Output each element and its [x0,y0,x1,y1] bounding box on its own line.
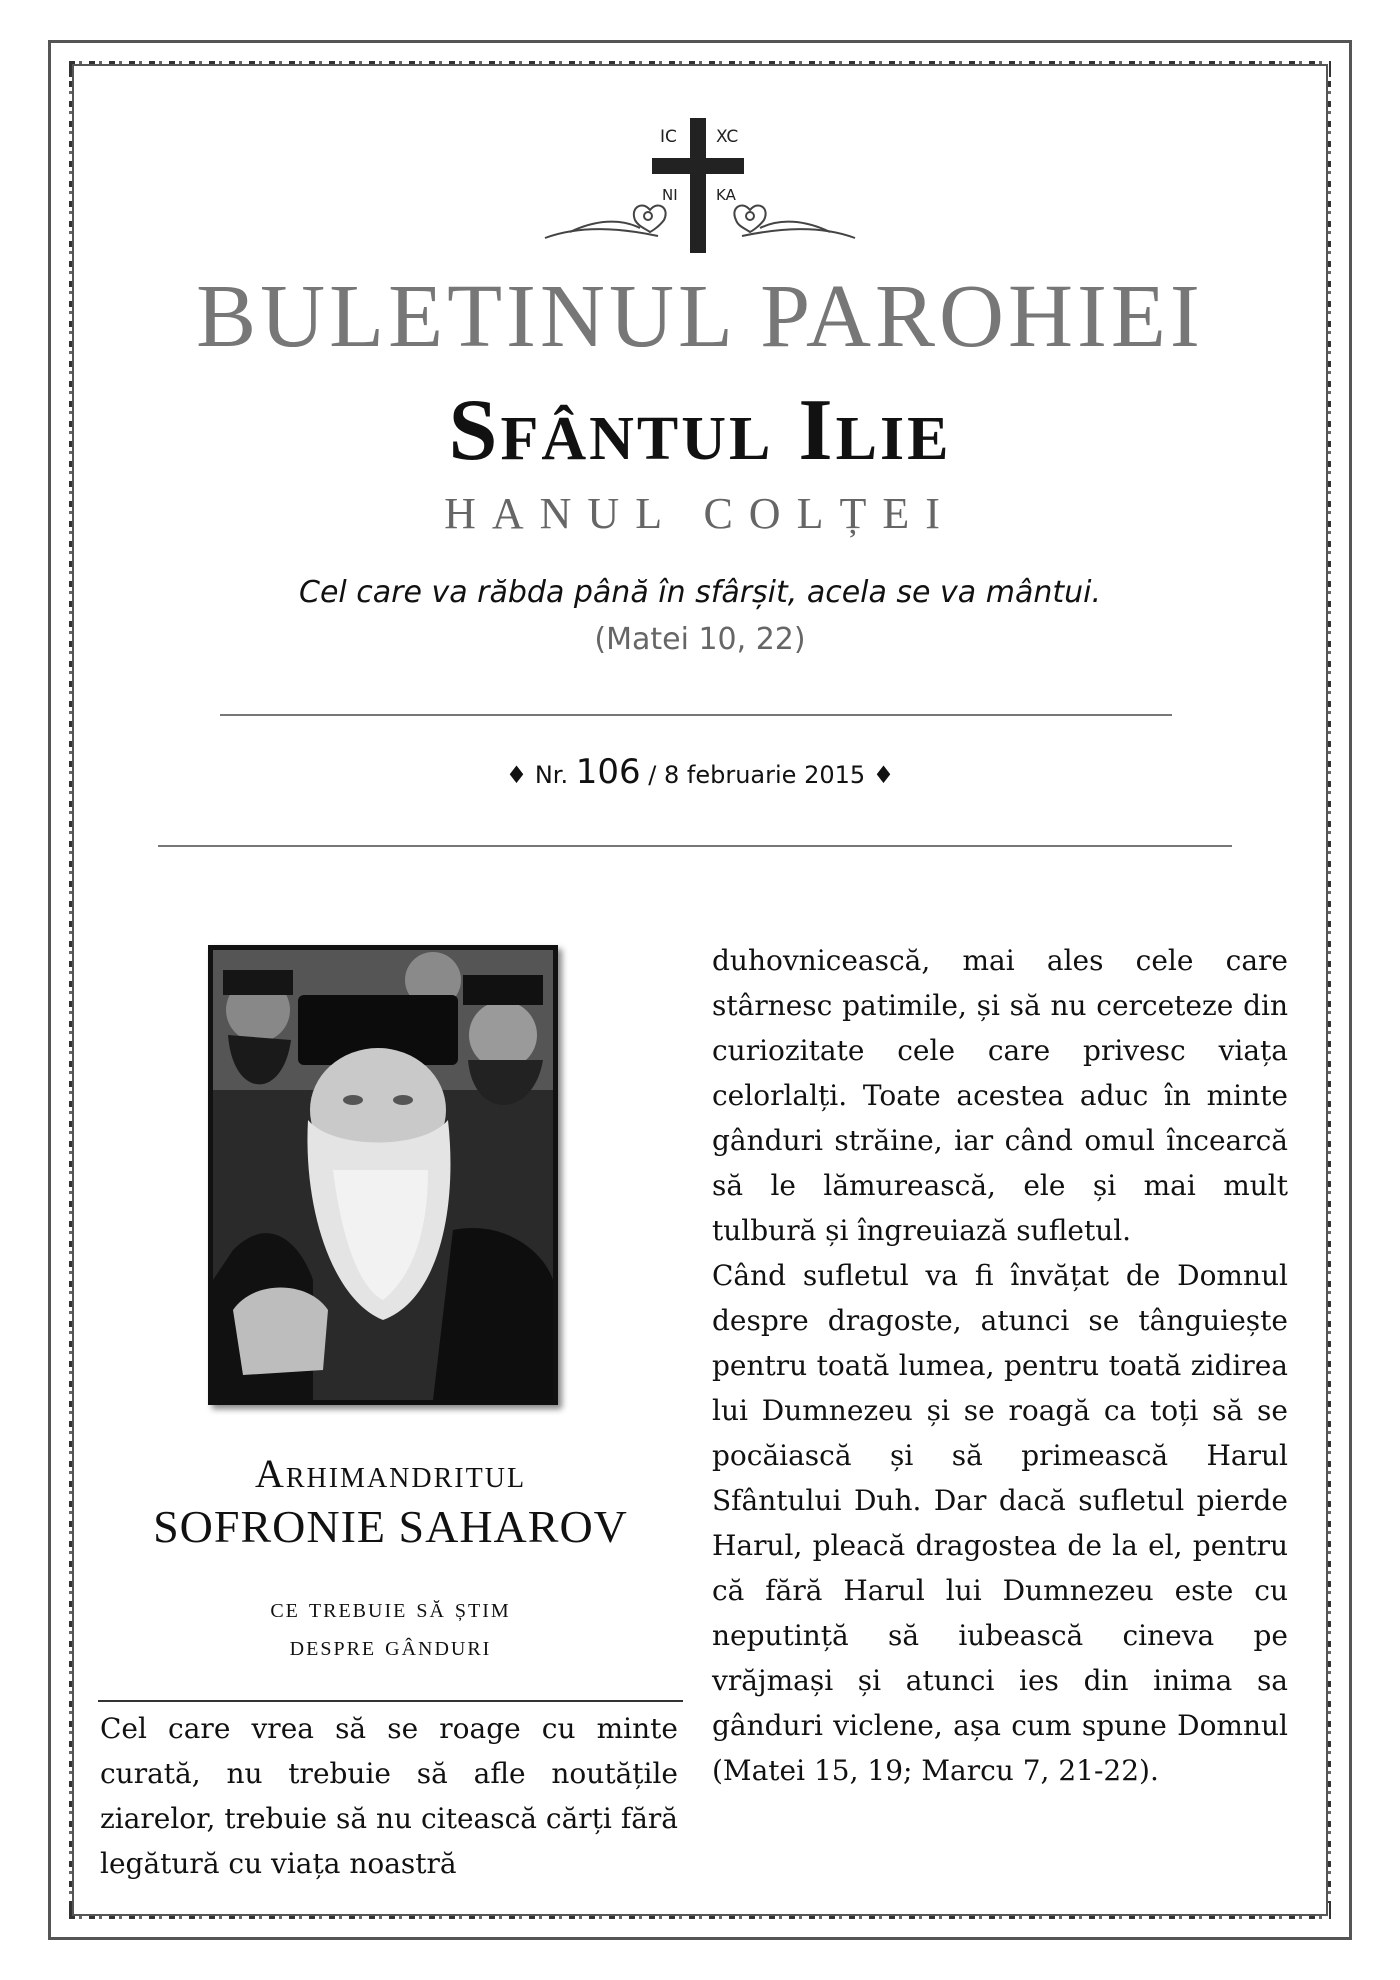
emblem-letter-ni: NI [662,186,678,204]
portrait-icon [213,950,553,1400]
divider-bottom [158,845,1232,847]
emblem-letter-xc: XC [716,127,739,147]
issue-separator: / [648,761,657,789]
bulletin-title: BULETINUL PAROHIEI [196,267,1204,366]
motto-quote: Cel care va răbda până în sfârșit, acela se va mântui. [299,575,1101,610]
article-topic [98,1590,683,1666]
cross-icon [540,100,860,260]
emblem-letter-ka: KA [716,186,736,204]
author-name: SOFRONIE SAHAROV [153,1501,628,1552]
flourish-left-icon [545,205,666,238]
parish-name: Sfântul Ilie [448,382,952,479]
portrait-photo [208,945,558,1405]
parish-location: HANUL COLȚEI [444,489,956,538]
issue-number: 106 [575,752,641,792]
article-paragraph-1: duhovnicească, mai ales cele care stârnesc patimile, și să nu cerceteze din curiozitate cele care privesc viața celorlalți. Toate acestea aduc în minte gânduri străine, iar când omul încearcă să le lămurească, ele și mai mult tulbură și îngreuiază sufletul. [712,944,1288,1247]
emblem-letter-ic: IC [660,127,677,147]
flourish-right-icon [734,205,855,238]
issue-date: 8 februarie 2015 ♦ [664,761,895,789]
author-title: Arhimandritul [254,1451,527,1496]
article-topic-line2: despre gânduri [289,1631,492,1662]
article-divider [98,1700,683,1702]
article-text-left-column: Cel care vrea să se roage cu minte curată, nu trebuie să afle noutățile ziarelor, trebuie să nu citească cărți fără legătură cu viața noastră [100,1712,678,1880]
issue-prefix: ♦ Nr. [505,761,569,789]
motto-reference: (Matei 10, 22) [594,622,806,657]
cross-emblem [540,100,860,260]
issue-line [0,752,1400,792]
article-paragraph-2: Când sufletul va fi învățat de Domnul despre dragoste, atunci se tânguiește pentru toată lumea, pentru toată zidirea lui Dumnezeu și se roagă ca toți să se pocăiască și să primească Harul Sfântului Duh. Dar dacă sufletul pierde Harul, pleacă dragostea de la el, pentru că fără Harul lui Dumnezeu este cu neputință să iubească cineva pe vrăjmași și atunci ies din inima sa gânduri viclene, așa cum spune Domnul (Matei 15, 19; Marcu 7, 21-22). [712,1259,1288,1787]
article-text-right-column [712,938,1288,1793]
divider-top [220,714,1172,716]
article-topic-line1: ce trebuie să știm [270,1593,511,1624]
